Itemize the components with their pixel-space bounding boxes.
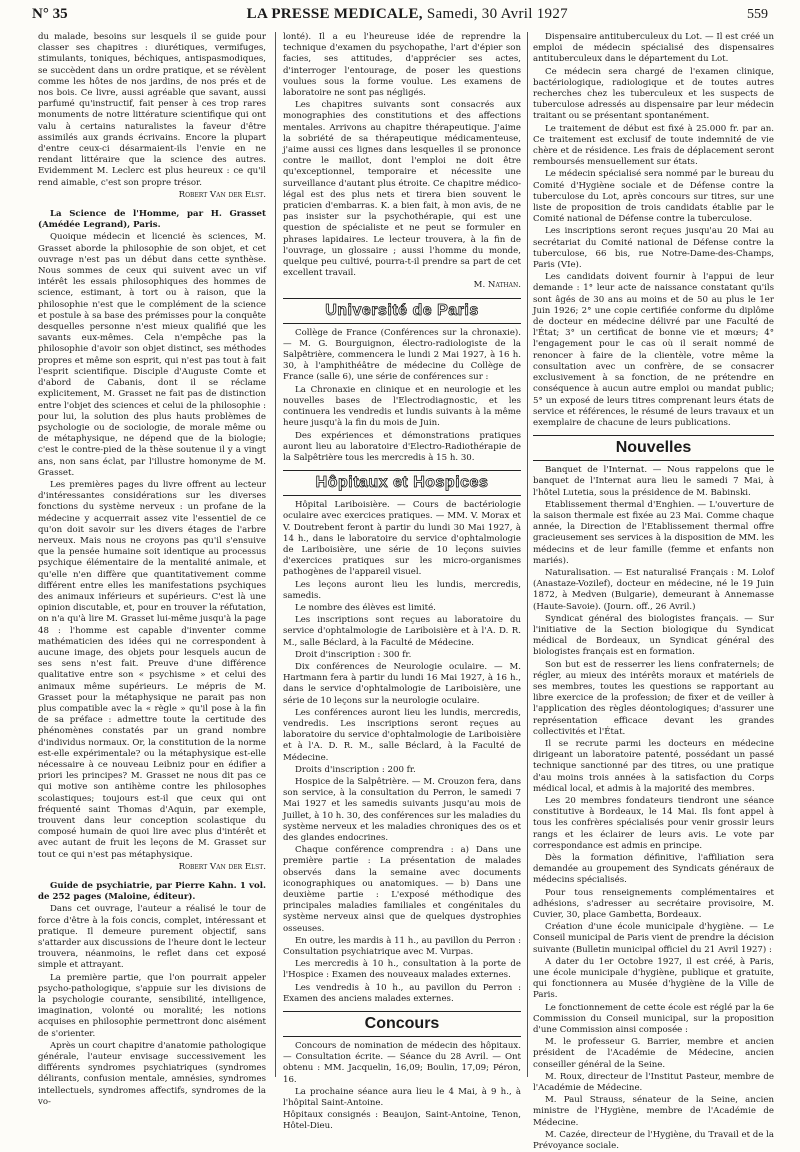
author-signature: M. Nathan. [473, 280, 521, 291]
paragraph: Chaque conférence comprendra : a) Dans une première partie : La présentation de malades observés dans la semaine avec documents iconographiques ou anatomiques. — b) Dans une deuxième partie : L'exposé méthodique des principales maladies familiales et congénitales du système nerveux ainsi que de quelques dystrophies osseuses. [283, 845, 521, 934]
column-rule [527, 32, 528, 1077]
paragraph: La première partie, que l'on pourrait appeler psycho-pathologique, s'appuie sur les divisions de la psychologie courante, sensibilité, intelligence, imagination, volonté ou moralité; les notions acquises en philosophie permettront donc aisément de s'orienter. [38, 972, 266, 1039]
paragraph: Les leçons auront lieu les lundis, mercredis, samedis. [283, 579, 521, 601]
paragraph: En outre, les mardis à 11 h., au pavillon du Perron : Consultation psychiatrique avec M. Vurpas. [283, 935, 521, 958]
paragraph: M. Paul Strauss, sénateur de la Seine, ancien ministre de l'Hygiène, membre de l'Académie de Médecine. [533, 1095, 774, 1128]
paragraph: Banquet de l'Internat. — Nous rappelons que le banquet de l'Internat aura lieu le samedi 7 Mai, à l'hôtel Lutetia, sous la présidence de M. Babinski. [533, 465, 774, 498]
paragraph: Pour tous renseignements complémentaires et adhésions, s'adresser au secrétaire provisoire, M. Cuvier, 30, place Gambetta, Bordeaux. [533, 887, 774, 921]
paragraph: Les 20 membres fondateurs tiendront une séance constitutive à Bordeaux, le 14 Mai. Ils font appel à tous les confrères spécialisés pour venir grossir leurs rangs et les éclairer de leurs avis. Le vote par correspondance est admis en principe. [533, 796, 774, 851]
paragraph: Droit d'inscription : 300 fr. [295, 649, 412, 660]
section-heading-concours: Concours [283, 1011, 521, 1037]
paragraph: Hôpitaux consignés : Beaujon, Saint-Antoine, Tenon, Hôtel-Dieu. [283, 1110, 521, 1132]
paragraph: La prochaine séance aura lieu le 4 Mai, à 9 h., à l'hôpital Saint-Antoine. [283, 1086, 521, 1109]
paragraph: Le nombre des élèves est limité. [295, 602, 436, 613]
paragraph: Des expériences et démonstrations pratiques auront lieu au laboratoire d'Electro-Radiothérapie de la Salpêtrière tous les mercredis à 15 h. 30. [283, 430, 521, 463]
paragraph: Le médecin spécialisé sera nommé par le bureau du Comité d'Hygiène sociale et de Défense contre la tuberculose du Lot, après concours sur titres, sur une liste de proposition de trois candidats établie par le Comité national de Défense contre la tuberculose. [533, 169, 774, 225]
paragraph: Les mercredis à 10 h., consultation à la porte de l'Hospice : Examen des nouveaux malades externes. [283, 959, 521, 981]
paragraph: Les candidats doivent fournir à l'appui de leur demande : 1° leur acte de naissance constatant qu'ils sont âgés de 30 ans au moins et de 50 au plus le 1er Juin 1926; 2° une copie certifiée conforme du diplôme de docteur en médecine délivré par une Faculté de l'État; 3° un certificat de bonne vie et mœurs; 4° l'engagement pour le cas où il serait nommé de renoncer à faire de la clientèle, votre même la consultation avec un confrère, de se consacrer exclusivement à sa fonction, de ne prétendre en conséquence à aucun autre emploi ou mandat public; 5° un exposé de leurs titres comprenant leurs états de service et références, le résumé de leurs travaux et un exemplaire de chacune de leurs publications. [533, 272, 774, 428]
paragraph: Les vendredis à 10 h., au pavillon du Perron : Examen des anciens malades externes. [283, 982, 521, 1004]
paragraph: M. Roux, directeur de l'Institut Pasteur, membre de l'Académie de Médecine. [533, 1071, 774, 1094]
paragraph: Dans cet ouvrage, l'auteur a réalisé le tour de force d'être à la fois concis, complet, intéressant et pratique. Il demeure purement objectif, sans s'attarder aux discussions de l'heure dont le lecteur trouvera, néanmoins, le reflet dans cet exposé simple et attrayant. [38, 904, 266, 971]
column-1 [38, 32, 266, 1107]
paragraph: Droits d'inscription : 200 fr. [295, 764, 416, 775]
dispensaire-article [533, 32, 774, 429]
author-signature: Robert Van der Elst. [178, 861, 266, 872]
paragraph: Hôpital Lariboisière. — Cours de bactériologie oculaire avec exercices pratiques. — MM. V. Morax et V. Doutrebent feront à partir du lundi 30 Mai 1927, à 14 h., dans le laboratoire du service d'ophtalmologie de Lariboisière, une série de 10 leçons suivies d'exercices pratiques sur les micro-organismes pathogènes de l'appareil visuel. [283, 500, 521, 578]
article-heading: La Science de l'Homme, par H. Grasset (Amédée Legrand), Paris. [38, 209, 266, 231]
paragraph: Collège de France (Conférences sur la chronaxie). — M. G. Bourguignon, électro-radiologiste de la Salpêtrière, commencera le lundi 2 Mai 1927, à 16 h. 30, à l'amphithéâtre de médecine du Collège de France (salle 6), une série de conférences sur : [283, 327, 521, 383]
nouvelles-section [533, 465, 774, 1152]
section-heading-nouvelles: Nouvelles [533, 435, 774, 461]
issue-number: N° 35 [32, 6, 68, 22]
column-2 [283, 32, 521, 1132]
section-heading-hopitaux: Hôpitaux et Hospices [283, 470, 521, 496]
universite-section [283, 328, 521, 464]
paragraph: Le fonctionnement de cette école est réglé par la 6e Commission du Conseil municipal, sur la proposition d'une Commission ainsi composée : [533, 1002, 774, 1036]
journal-name: LA PRESSE MEDICALE, [246, 6, 423, 22]
paragraph: Son but est de resserrer les liens confraternels; de régler, au mieux des intérêts moraux et matériels de ses membres, toutes les questions se rapportant au libre exercice de la profession; de fixer et de veiller à l'application des règles déontologiques; d'assurer une représentation efficace devant les grandes collectivités et l'État. [533, 659, 774, 737]
paragraph: Quoique médecin et licencié ès sciences, M. Grasset aborde la philosophie de son objet, et cet ouvrage n'est pas un début dans cette synthèse. Nous sommes de ceux qui suivent avec un vif intérêt les essais philosophiques des hommes de science, estimant, à tort ou à raison, que la philosophie n'est que le complément de la science et postule à sa base des prémisses pour la conquête desquelles personne n'est mieux qualifié que les savants eux-mêmes. Cela n'empêche pas la philosophie d'avoir son objet distinct, ses méthodes propres et même son esprit, qui n'est pas tout à fait l'esprit scientifique. Disciple d'Auguste Comte et d'abord de Cabanis, dont il se réclame explicitement, M. Grasset ne fait pas de distinction entre l'objet des sciences et celui de la philosophie : pour lui, la solution des plus hauts problèmes de psychologie ou de sociologie, de morale même ou de métaphysique, ne dépend que de la biologie; c'est le contre-pied de la thèse soutenue il y a vingt ans, non sans éclat, par l'illustre homonyme de M. Grasset. [38, 232, 266, 478]
paragraph: Dispensaire antituberculeux du Lot. — Il est créé un emploi de médecin spécialisé des dispensaires antituberculeux dans le département du Lot. [533, 32, 774, 65]
paragraph: du malade, besoins sur lesquels il se guide pour classer ses chapitres : diurétiques, vermifuges, stimulants, toniques, béchiques, antispasmodiques, se succèdent dans un ordre pratique, et se révèlent comme les hôtes de nos jardins, de nos prés et de nos bois. Ce livre, aussi agréable que savant, aussi parfumé qu'instructif, fait penser à ces trop rares monuments de notre littérature scientifique qui ont valu à certains naturalistes la faveur d'être assimilés aux grands écrivains. Encore la plupart d'entre ceux-ci désarmaient-ils l'envie en ne rendant littéraire que la science des autres. Evidemment M. Leclerc est plus heureux : ce qu'il rend aimable, c'est son propre trésor. [38, 32, 266, 188]
paragraph: Hospice de la Salpêtrière. — M. Crouzon fera, dans son service, à la consultation du Perron, le samedi 7 Mai 1927 et les samedis suivants jusqu'au mois de Juillet, à 10 h. 30, des conférences sur les maladies du système nerveux et les maladies chroniques des os et des glandes endocrines. [283, 776, 521, 843]
author-signature: Robert Van der Elst. [178, 189, 266, 200]
paragraph: Création d'une école municipale d'hygiène. — Le Conseil municipal de Paris vient de prendre la décision suivante (Bulletin municipal officiel du 21 Avril 1927) : [533, 922, 774, 955]
paragraph: La Chronaxie en clinique et en neurologie et les nouvelles bases de l'Electrodiagnostic, et les continuera les vendredis et lundis suivants à la même heure jusqu'à la fin du mois de Juin. [283, 384, 521, 429]
paragraph: A dater du 1er Octobre 1927, il est créé, à Paris, une école municipale d'hygiène, publique et gratuite, qui fonctionnera au Musée d'hygiène de la Ville de Paris. [533, 956, 774, 1001]
paragraph: Concours de nomination de médecin des hôpitaux. — Consultation écrite. — Séance du 28 Avril. — Ont obtenu : MM. Jacquelin, 16,09; Boulin, 17,09; Péron, 16. [283, 1041, 521, 1085]
column-rule [275, 32, 276, 1077]
page-number: 559 [747, 7, 768, 22]
paragraph: Les conférences auront lieu les lundis, mercredis, vendredis. Les inscriptions seront reçues au laboratoire du service d'ophtalmologie de Lariboisière et à l'A. D. R. M., salle Béclard, à la Faculté de Médecine. [283, 707, 521, 763]
paragraph: Il se recrute parmi les docteurs en médecine dirigeant un laboratoire patenté, possédant un passé technique sanctionné par des titres, ou une pratique d'au moins trois années à la satisfaction du Corps médical local, et admis à la majorité des membres. [533, 738, 774, 794]
paragraph: Après un court chapitre d'anatomie pathologique générale, l'auteur envisage successivement les différents syndromes psychiatriques (syndromes délirants, confusion mentale, amnésies, syndromes intellectuels, syndromes affectifs, syndromes de la vo- [38, 1040, 266, 1107]
paragraph: M. Cazée, directeur de l'Hygiène, du Travail et de la Prévoyance sociale. [533, 1129, 774, 1152]
paragraph: Etablissement thermal d'Enghien. — L'ouverture de la saison thermale est fixée au 23 Mai. Comme chaque année, la Direction de l'Etablissement thermal offre gracieusement ses services à la disposition de MM. les médecins et de leur famille (femme et enfants non mariés). [533, 499, 774, 566]
paragraph: M. le professeur G. Barrier, membre et ancien président de l'Académie de Médecine, ancien conseiller général de la Seine. [533, 1037, 774, 1070]
paragraph: Les inscriptions seront reçues jusqu'au 20 Mai au secrétariat du Comité national de Défense contre la tuberculose, 66 bis, rue Notre-Dame-des-Champs, Paris (VIe). [533, 226, 774, 271]
paragraph: Syndicat général des biologistes français. — Sur l'initiative de la Section biologique du Syndicat médical de Bordeaux, un Syndicat général des biologistes français est en formation. [533, 613, 774, 658]
column-3 [533, 32, 774, 1152]
hopitaux-section [283, 500, 521, 1005]
paragraph: Ce médecin sera chargé de l'examen clinique, bactériologique, radiologique et de toutes autres recherches chez les tuberculeux et les suspects de tuberculose adressés au dispensaire par leur médecin traitant ou se présentant spontanément. [533, 66, 774, 122]
paragraph: Dix conférences de Neurologie oculaire. — M. Hartmann fera à partir du lundi 16 Mai 1927, à 16 h., dans le service d'ophtalmologie de Lariboisière, une série de 10 leçons sur la neurologie oculaire. [283, 661, 521, 706]
running-head [32, 6, 768, 30]
paragraph: Les chapitres suivants sont consacrés aux monographies des constitutions et des affections mentales. Arrivons au chapitre thérapeutique. J'aime la sobriété de sa thérapeutique médicamenteuse, j'aime aussi ces lignes dans lesquelles il se prononce contre le maillot, dont l'emploi ne doit être qu'exceptionnel, temporaire et nécessite une surveillance d'autant plus étroite. Ce chapitre médico-légal est des plus nets et tirera bien souvent le praticien d'embarras. K. a bien fait, à mon avis, de ne pas insister sur la psychothérapie, qui est une question de spécialiste et ne peut se formuler en phrases lapidaires. Le lecteur trouvera, à la fin de l'ouvrage, un glossaire ; aussi l'homme du monde, quelque peu cultivé, pourra-t-il prendre sa part de cet excellent travail. [283, 100, 521, 279]
paragraph: Les inscriptions sont reçues au laboratoire du service d'ophtalmologie de Lariboisière et à l'A. D. R. M., salle Béclard, à la Faculté de Médecine. [283, 615, 521, 648]
paragraph: Dès la formation définitive, l'affiliation sera demandée au groupement des Syndicats généraux de médecins spécialisés. [533, 853, 774, 886]
journal-title [247, 6, 568, 23]
concours-section [283, 1041, 521, 1133]
section-heading-universite: Université de Paris [283, 298, 521, 324]
review-continuation [283, 32, 521, 292]
paragraph: Les premières pages du livre offrent au lecteur d'intéressantes considérations sur les diverses fonctions du système nerveux : un profane de la médecine y acquerrait assez vite l'essentiel de ce qu'on doit savoir sur les divers étages de l'arbre nerveux. Mais nous ne croyons pas qu'il s'ensuive que la pensée humaine soit identique au processus psychique élémentaire de la mentalité animale, et qu'elle n'en diffère que quantitativement comme différent entre elles les manifestations psychiques des animaux inférieurs et supérieurs. C'est là une opinion discutable, et, pour en trouver la réfutation, on n'a qu'à lire M. Grasset lui-même jusqu'à la page 48 : l'homme est capable d'inventer comme mathématicien des idées qui ne correspondent à aucune image, des objets pour lesquels aucun de ses sens n'est fait. Preuve d'une différence qualitative entre son « psychisme » et celui des animaux même supérieurs. Le mépris de M. Grasset pour la métaphysique ne parait pas non plus compatible avec la « règle » qu'il pose à la fin de sa préface : admettre toute la certitude des phénomènes constatés par un grand nombre d'individus normaux. Or, la constitution de la norme est-elle expérimentale? ou la métaphysique est-elle nécessaire à ce nouveau Leibniz pour en édifier a priori les principes? M. Grasset ne nous dit pas ce qui motive son antihème contre les philosophes scolastiques; toujours est-il que ceux qui ont fréquenté saint Thomas d'Aquin, par exemple, trouvent dans leur conception scolastique du composé humain de quoi lire avec plus d'intérêt et avec autant de fruit les leçons de M. Grasset sur tout ce qui n'est pas métaphysique. [38, 479, 266, 860]
article-heading: Guide de psychiatrie, par Pierre Kahn. 1 vol. de 252 pages (Maloine, éditeur). [38, 881, 266, 903]
issue-date: Samedi, 30 Avril 1927 [426, 6, 568, 22]
paragraph: lonté). Il a eu l'heureuse idée de reprendre la technique d'examen du psychopathe, l'art d'épier son facies, ses attitudes, d'apprécier ses actes, d'interroger l'entourage, de poser les questions voulues sous la forme voulue. Les examens de laboratoire ne sont pas négligés. [283, 32, 521, 99]
paragraph: Naturalisation. — Est naturalisé Français : M. Lolof (Anastaze-Vozilef), docteur en médecine, né le 19 Juin 1872, à Medven (Bulgarie), demeurant à Annemasse (Haute-Savoie). (Journ. off., 26 Avril.) [533, 567, 774, 612]
paragraph: Le traitement de début est fixé à 25.000 fr. par an. Ce traitement est exclusif de toute indemnité de vie chère et de résidence. Les frais de déplacement seront remboursés mensuellement sur états. [533, 123, 774, 168]
